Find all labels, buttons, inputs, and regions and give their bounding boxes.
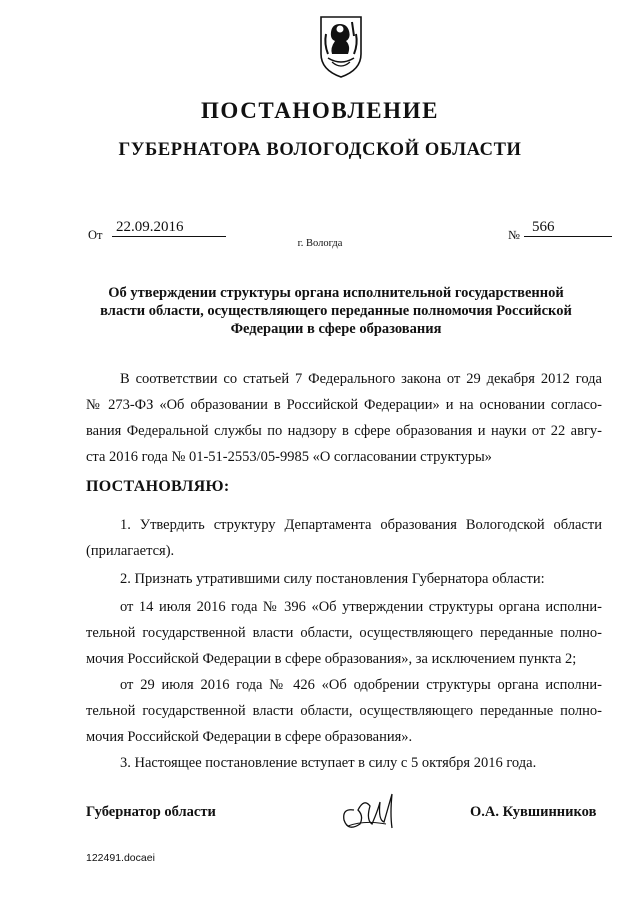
item-2b-paragraph: [86, 672, 602, 750]
text-line: (прилагается).: [86, 543, 175, 559]
preamble-paragraph: [86, 366, 602, 470]
date-prefix: От: [88, 228, 103, 242]
text-line: тельной государственной власти области, осуществляющего переданные полно-: [86, 703, 602, 719]
text-line: В соответствии со статьей 7 Федерального закона от 29 декабря 2012 года: [120, 371, 602, 387]
item-1-paragraph: [86, 512, 602, 564]
subject-line: Федерации в сфере образования: [230, 321, 442, 337]
text-line: вания Федеральной службы по надзору в сфере образования и науки от 22 авгу-: [86, 423, 602, 439]
text-line: 3. Настоящее постановление вступает в силу с 5 октября 2016 года.: [120, 755, 537, 771]
document-date: 22.09.2016: [112, 219, 226, 237]
item-2-paragraph: [86, 566, 602, 592]
text-line: от 29 июля 2016 года № 426 «Об одобрении структуры органа исполни-: [120, 677, 602, 693]
text-line: 2. Признать утратившими силу постановления Губернатора области:: [120, 571, 545, 587]
text-line: № 273-ФЗ «Об образовании в Российской Федерации» и на основании согласо-: [86, 397, 602, 413]
signer-name: О.А. Кувшинников: [470, 804, 597, 820]
item-3-paragraph: [86, 750, 602, 776]
document-number: 566: [524, 219, 612, 237]
item-2a-paragraph: [86, 594, 602, 672]
city: г. Вологда: [297, 238, 343, 249]
subject-line: власти области, осуществляющего переданные полномочия Российской: [100, 303, 572, 319]
subject-line: Об утверждении структуры органа исполнительной государственной: [108, 285, 564, 301]
decree-word: ПОСТАНОВЛЯЮ:: [86, 478, 230, 495]
document-title: ПОСТАНОВЛЕНИЕ: [200, 98, 440, 123]
text-line: мочия Российской Федерации в сфере образования».: [86, 729, 413, 745]
signer-title: Губернатор области: [86, 804, 216, 820]
document-subject: [96, 284, 576, 338]
text-line: ста 2016 года № 01-51-2553/05-9985 «О согласовании структуры»: [86, 449, 492, 465]
handwritten-signature-icon: [334, 780, 404, 840]
text-line: от 14 июля 2016 года № 396 «Об утверждении структуры органа исполни-: [120, 599, 602, 615]
document-file-code: 122491.docaei: [86, 852, 155, 864]
text-line: мочия Российской Федерации в сфере образования», за исключением пункта 2;: [86, 651, 577, 667]
number-prefix: №: [508, 228, 520, 242]
text-line: тельной государственной власти области, осуществляющего переданные полно-: [86, 625, 602, 641]
text-line: 1. Утвердить структуру Департамента образования Вологодской области: [120, 517, 602, 533]
document-issuer: ГУБЕРНАТОРА ВОЛОГОДСКОЙ ОБЛАСТИ: [118, 140, 522, 160]
coat-of-arms-icon: [318, 14, 364, 80]
